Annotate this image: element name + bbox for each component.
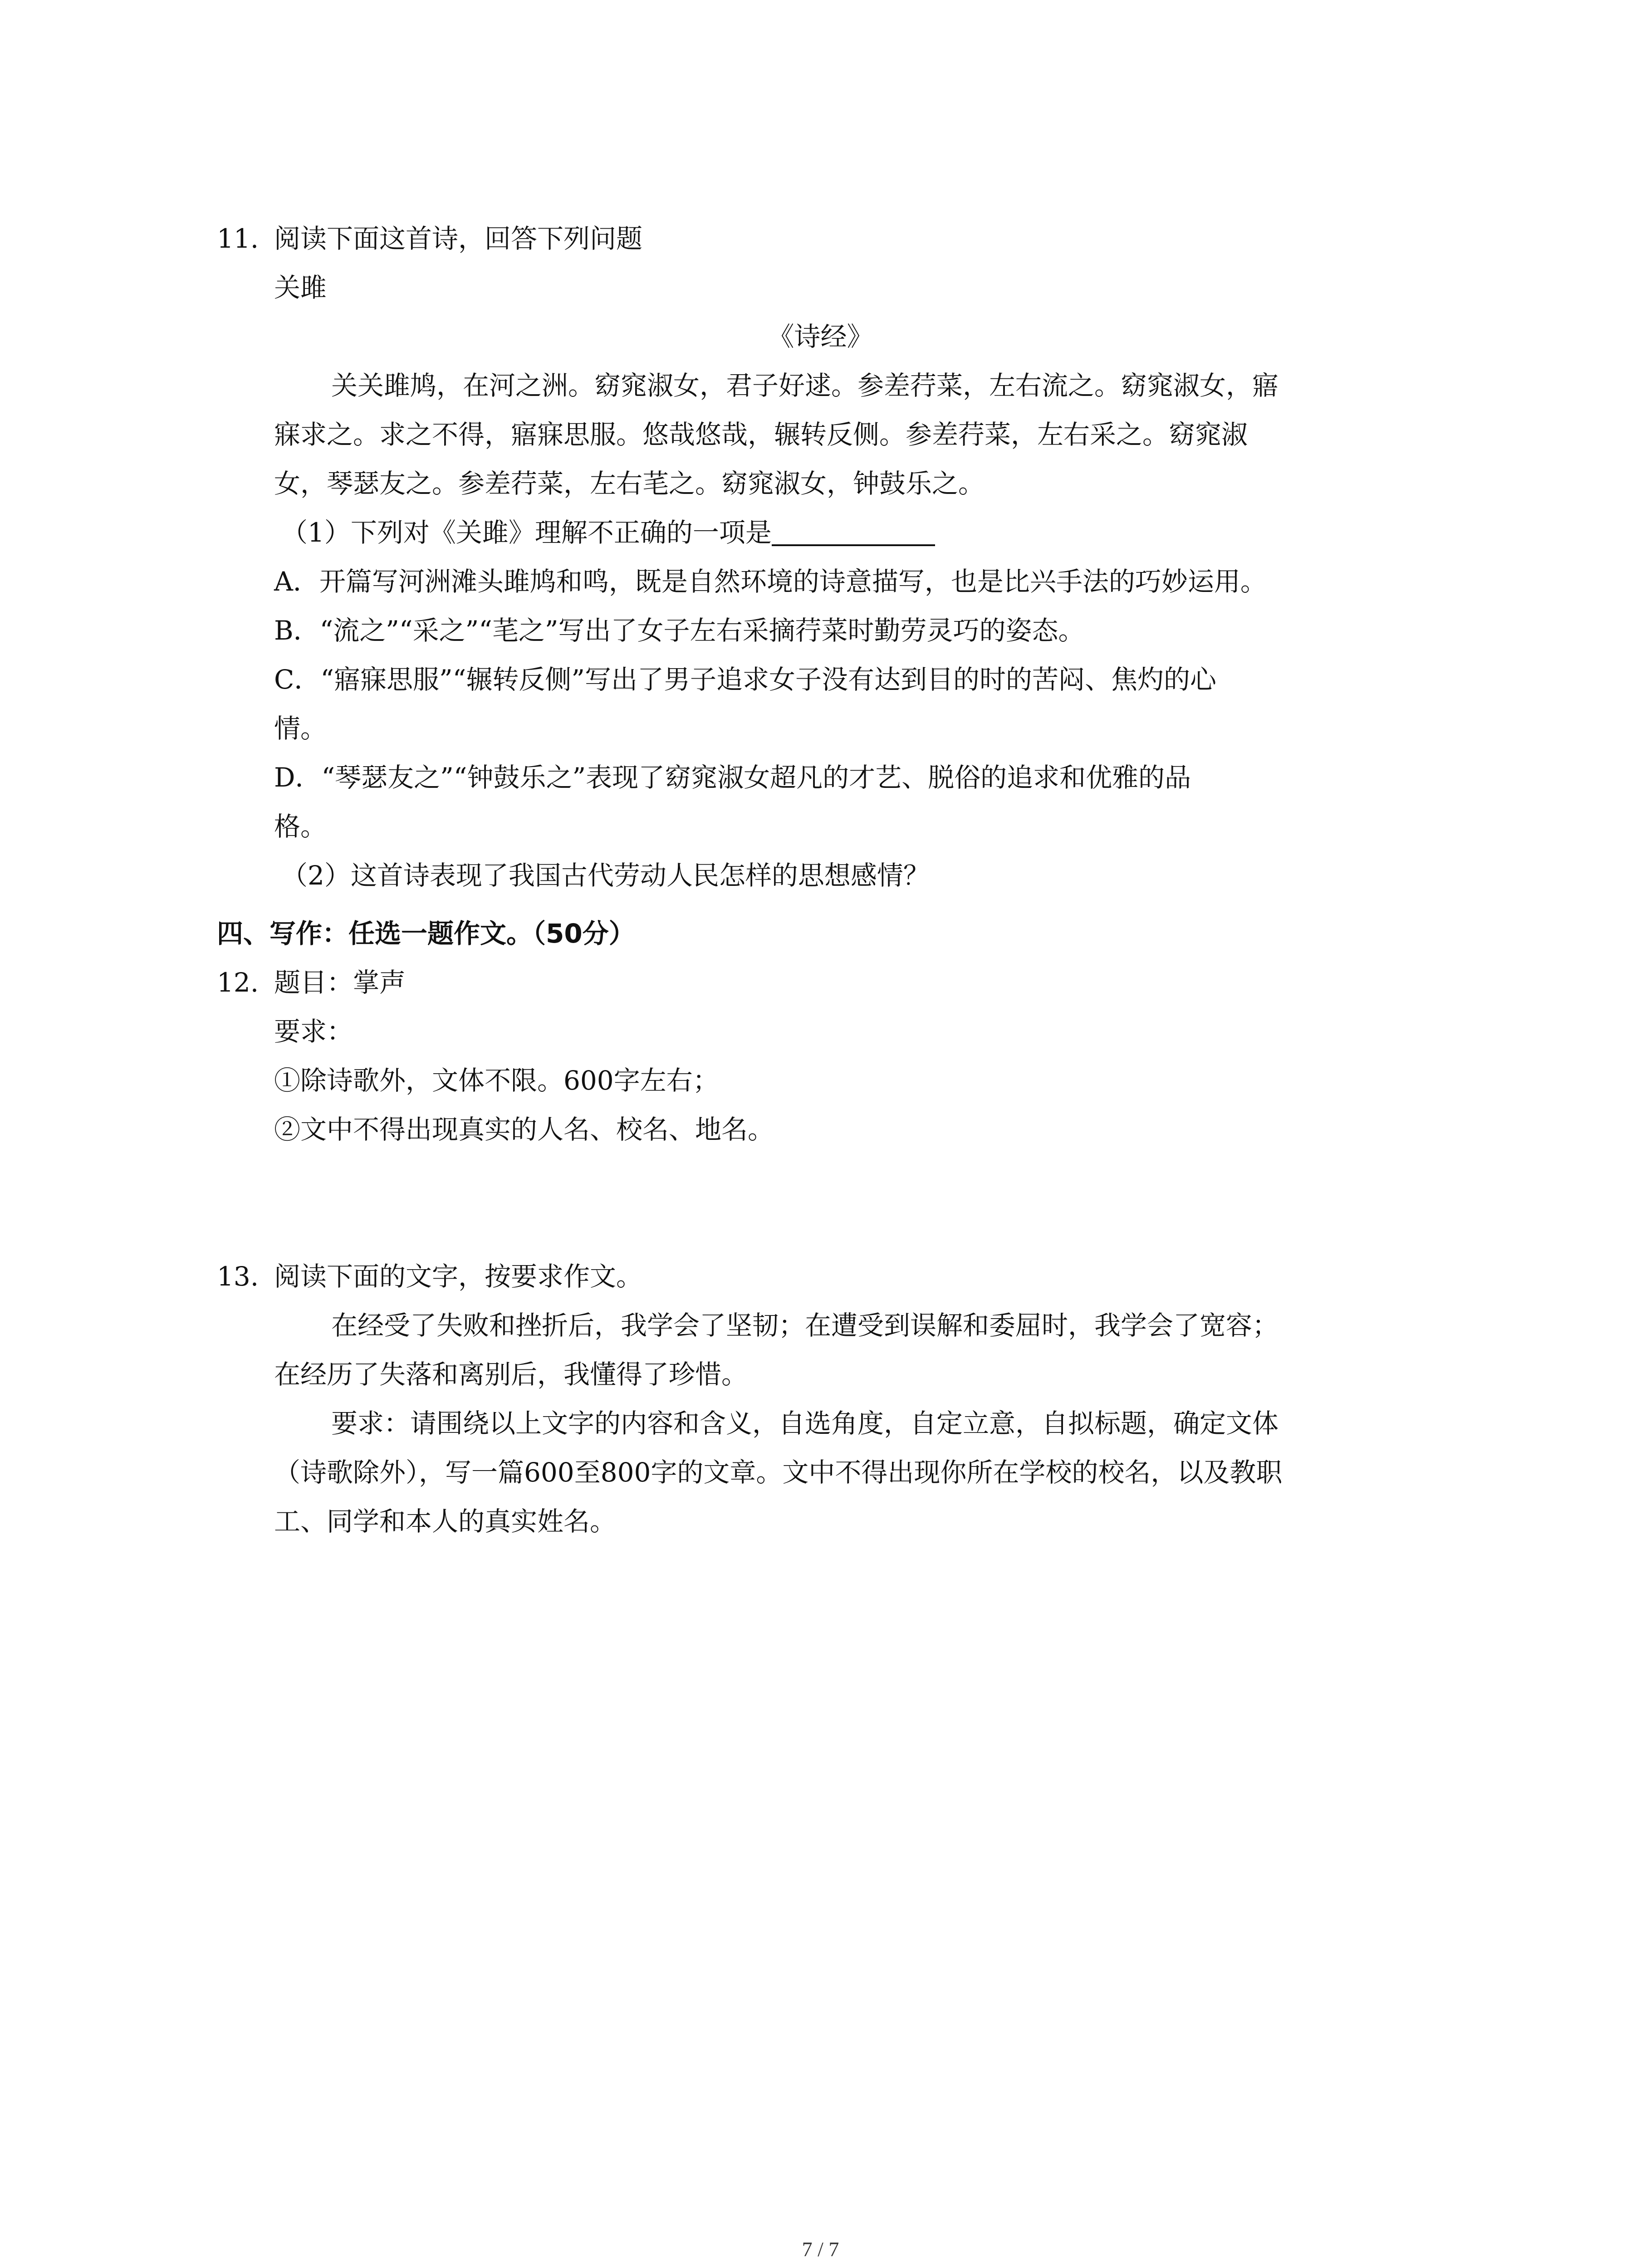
question-13: [217, 1252, 642, 1301]
question-number: 13.: [217, 1261, 259, 1292]
option-d: D．“琴瑟友之”“钟鼓乐之”表现了窈窕淑女超凡的才艺、脱俗的追求和优雅的品: [274, 762, 1191, 793]
question-number: 12.: [217, 967, 259, 998]
poem-line: 关关雎鸠，在河之洲。窈窕淑女，君子好逑。参差荇菜，左右流之。窈窕淑女，寤: [331, 370, 1279, 401]
requirement-line: 工、同学和本人的真实姓名。: [274, 1506, 617, 1537]
material-line: 在经历了失落和离别后，我懂得了珍惜。: [274, 1359, 748, 1390]
question-prompt: 阅读下面的文字，按要求作文。: [274, 1261, 643, 1292]
question-12: [217, 958, 406, 1007]
requirement-item: ①除诗歌外，文体不限。600字左右；: [274, 1065, 719, 1096]
sub-question-2: （2）这首诗表现了我国古代劳动人民怎样的思想感情？: [281, 860, 930, 891]
essay-title: 题目：掌声: [274, 967, 406, 998]
requirement-line: 要求：请围绕以上文字的内容和含义，自选角度，自定立意，自拟标题，确定文体: [331, 1408, 1279, 1439]
poem-body: [274, 361, 1279, 508]
question-number: 11.: [217, 223, 259, 254]
requirement-item: ②文中不得出现真实的人名、校名、地名。: [274, 1114, 774, 1145]
requirements-label: 要求：: [274, 1016, 353, 1047]
question-prompt: 阅读下面这首诗，回答下列问题: [274, 223, 643, 254]
poem-title: 关雎: [274, 272, 327, 303]
option-d-cont: 格。: [274, 811, 327, 842]
q13-material: [274, 1301, 1279, 1399]
section-heading: 四、写作：任选一题作文。（50分）: [217, 918, 635, 949]
option-a: A．开篇写河洲滩头雎鸠和鸣，既是自然环境的诗意描写，也是比兴手法的巧妙运用。: [274, 566, 1267, 597]
option-b: B．“流之”“采之”“芼之”写出了女子左右采摘荇菜时勤劳灵巧的姿态。: [274, 615, 1085, 646]
poem-line: 寐求之。求之不得，寤寐思服。悠哉悠哉，辗转反侧。参差荇菜，左右采之。窈窕淑: [274, 419, 1248, 450]
option-c: C．“寤寐思服”“辗转反侧”写出了男子追求女子没有达到目的时的苦闷、焦灼的心: [274, 664, 1216, 695]
q13-requirements: [274, 1399, 1282, 1546]
sub-question-1: （1）下列对《关雎》理解不正确的一项是: [281, 508, 935, 557]
requirement-line: （诗歌除外），写一篇600至800字的文章。文中不得出现你所在学校的校名，以及教职: [274, 1457, 1283, 1488]
question-11: [217, 214, 642, 263]
option-c-cont: 情。: [274, 713, 327, 744]
q12-requirements: [274, 1007, 774, 1154]
answer-blank[interactable]: [772, 517, 935, 546]
poem-source: 《诗经》: [768, 321, 873, 352]
material-line: 在经受了失败和挫折后，我学会了坚韧；在遭受到误解和委屈时，我学会了宽容；: [331, 1310, 1279, 1341]
poem-line: 女，琴瑟友之。参差荇菜，左右芼之。窈窕淑女，钟鼓乐之。: [274, 468, 985, 499]
options-list: [274, 557, 1267, 851]
page-number: 7 / 7: [802, 2238, 839, 2261]
